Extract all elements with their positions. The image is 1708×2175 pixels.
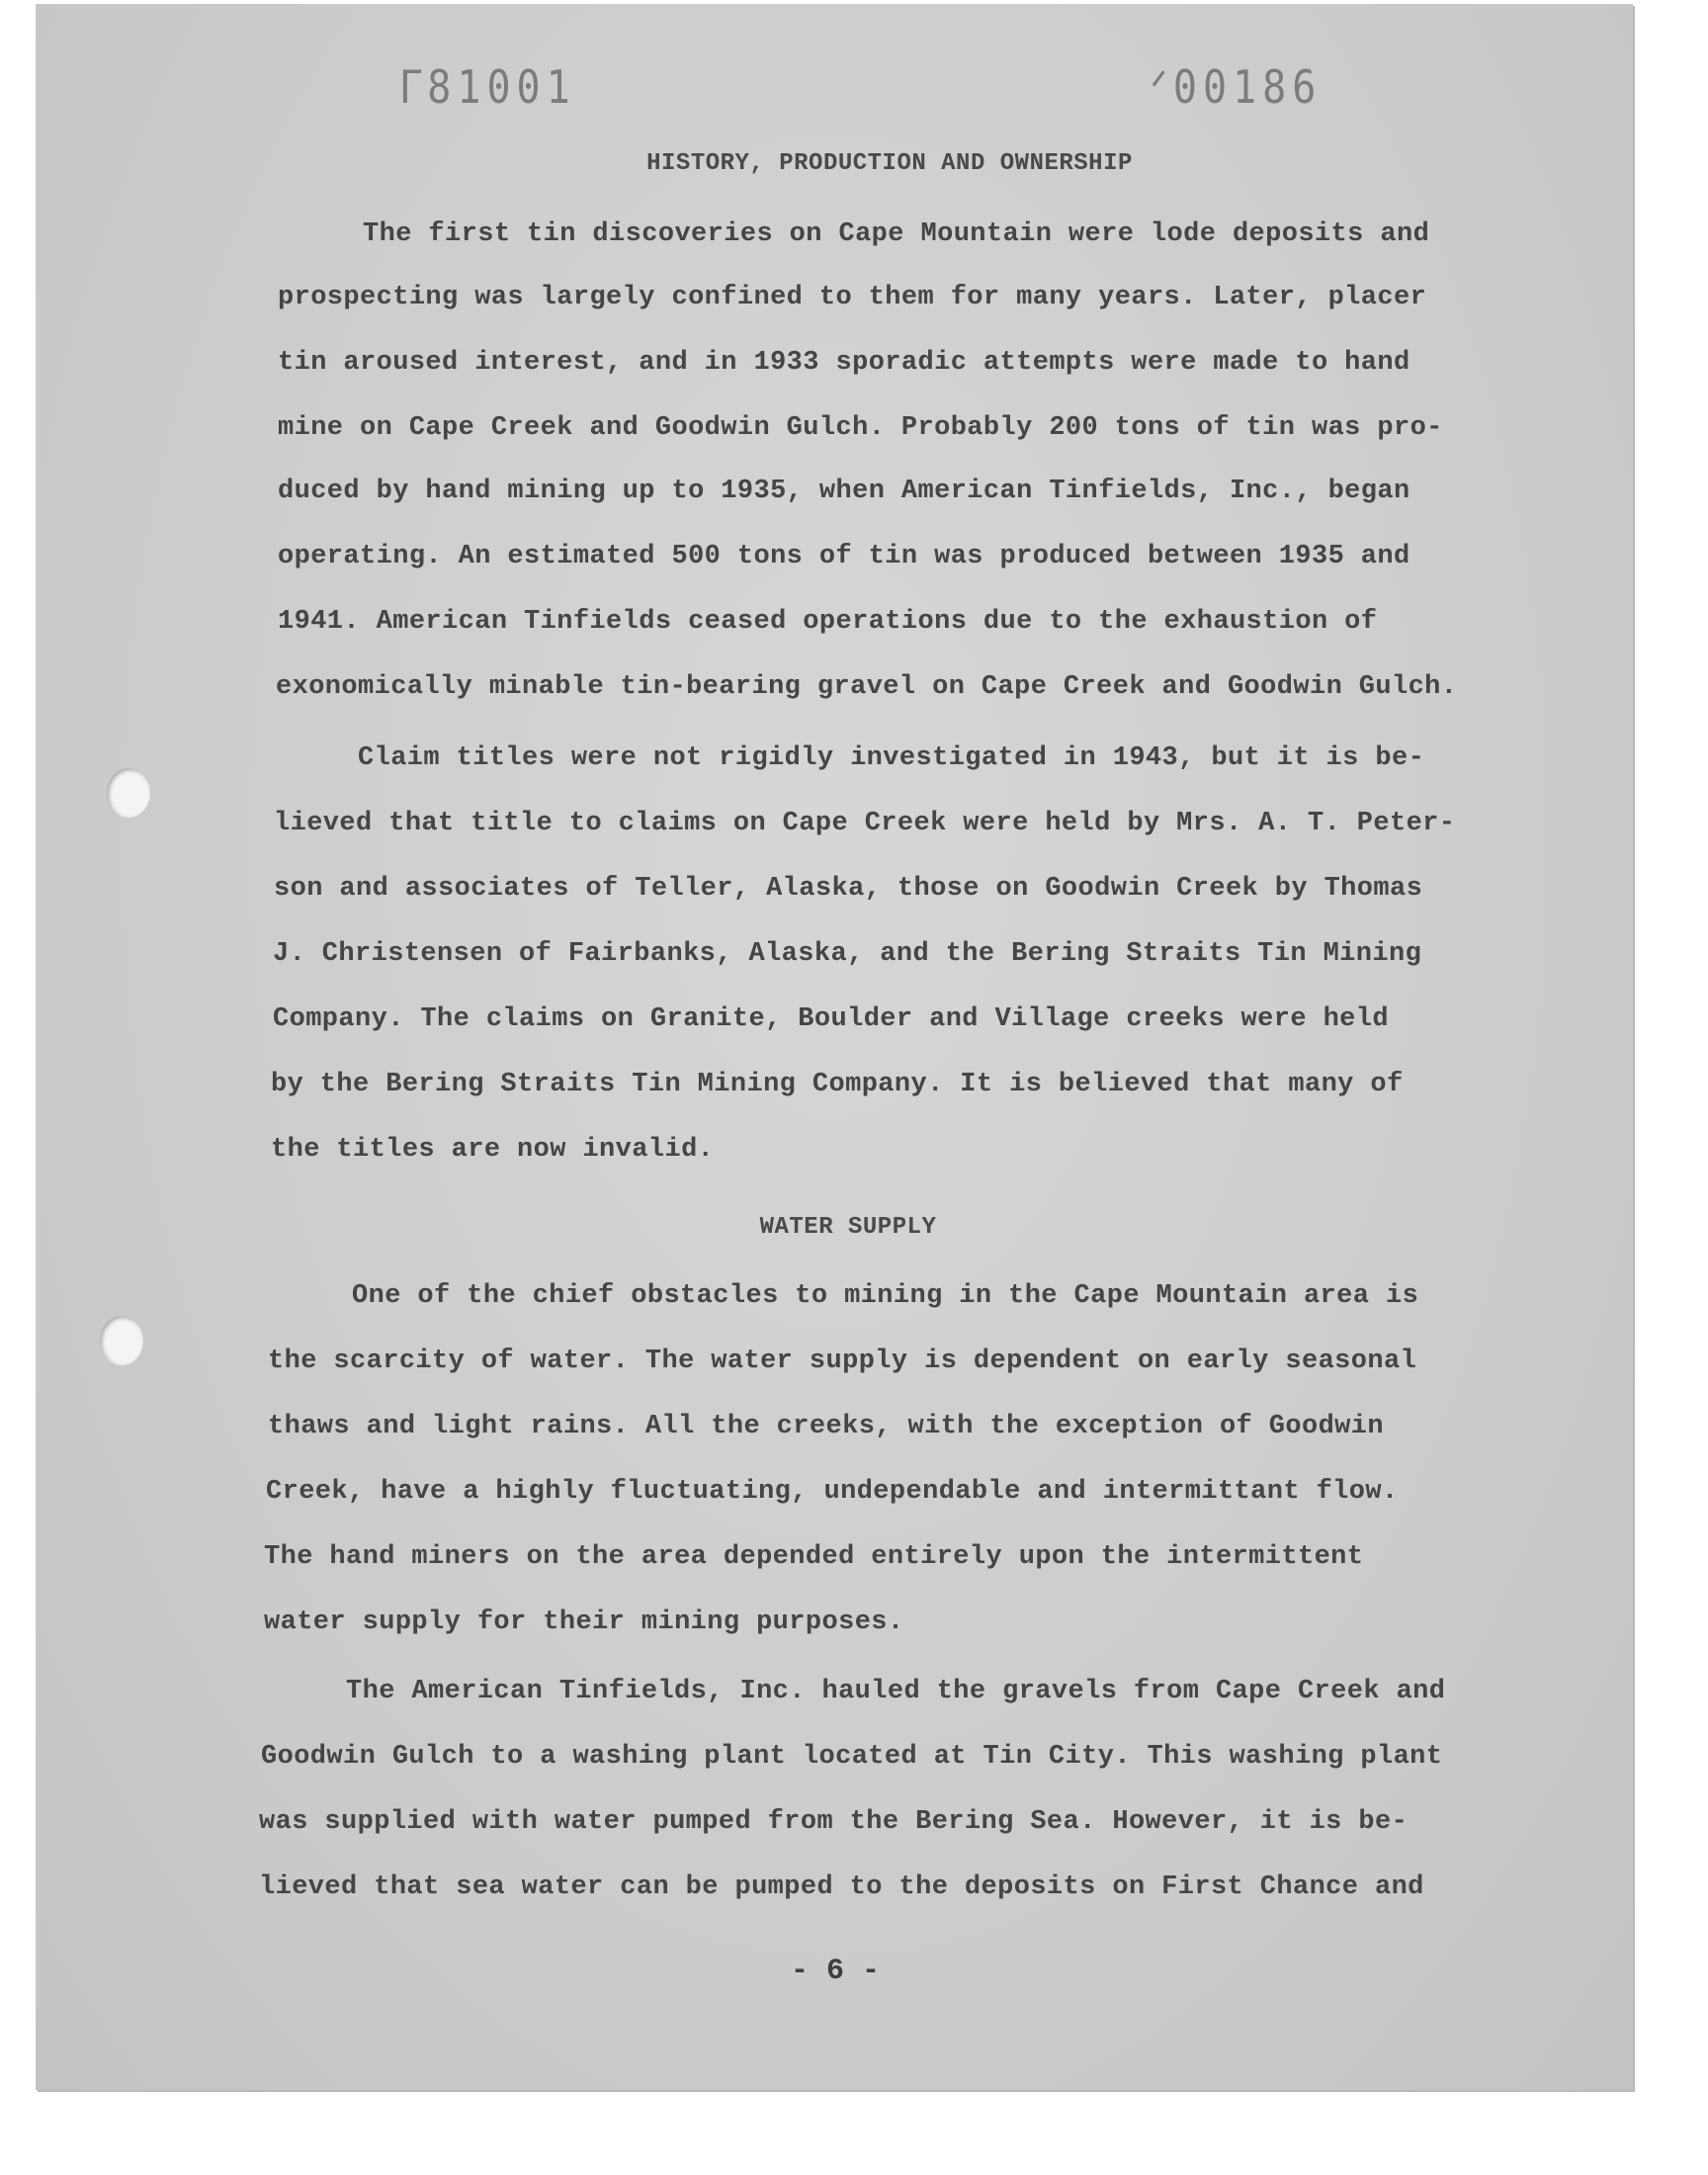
text-line: the scarcity of water. The water supply is dependent on early seasonal [268, 1347, 1417, 1376]
text-line: Company. The claims on Granite, Boulder and Village creeks were held [273, 1004, 1389, 1034]
text-line: The American Tinfields, Inc. hauled the gravels from Cape Creek and [346, 1677, 1446, 1706]
text-line: lieved that title to claims on Cape Creek were held by Mrs. A. T. Peter- [274, 809, 1456, 838]
text-line: prospecting was largely confined to them for many years. Later, placer [278, 283, 1427, 312]
text-line: duced by hand mining up to 1935, when American Tinfields, Inc., began [278, 477, 1410, 506]
archive-stamp-right: ᐟ00186 [1151, 61, 1323, 115]
text-line: J. Christensen of Fairbanks, Alaska, and the Bering Straits Tin Mining [273, 939, 1422, 969]
text-line: tin aroused interest, and in 1933 sporadic attempts were made to hand [278, 348, 1410, 378]
text-line: Claim titles were not rigidly investigated in 1943, but it is be- [358, 743, 1425, 773]
archive-stamp-left: ᒥ81001 [399, 61, 576, 115]
punch-hole [100, 1316, 143, 1365]
section-heading-water-supply: WATER SUPPLY [759, 1214, 937, 1241]
section-heading-history: HISTORY, PRODUCTION AND OWNERSHIP [646, 150, 1133, 177]
text-line: by the Bering Straits Tin Mining Company. It is believed that many of [271, 1070, 1404, 1099]
document-page [36, 4, 1633, 2090]
text-line: the titles are now invalid. [271, 1135, 715, 1165]
text-line: operating. An estimated 500 tons of tin was produced between 1935 and [278, 542, 1410, 571]
text-line: thaws and light rains. All the creeks, with the exception of Goodwin [268, 1412, 1384, 1441]
text-line: Goodwin Gulch to a washing plant located at Tin City. This washing plant [261, 1742, 1443, 1772]
text-line: One of the chief obstacles to mining in the Cape Mountain area is [352, 1281, 1419, 1311]
text-line: The first tin discoveries on Cape Mountain were lode deposits and [363, 219, 1430, 249]
text-line: The hand miners on the area depended entirely upon the intermittent [264, 1542, 1364, 1572]
punch-hole [107, 768, 150, 818]
text-line: was supplied with water pumped from the Bering Sea. However, it is be- [259, 1807, 1409, 1837]
text-line: 1941. American Tinfields ceased operations due to the exhaustion of [278, 607, 1378, 637]
text-line: water supply for their mining purposes. [264, 1608, 904, 1637]
text-line: exonomically minable tin-bearing gravel on Cape Creek and Goodwin Gulch. [276, 672, 1458, 702]
text-line: mine on Cape Creek and Goodwin Gulch. Probably 200 tons of tin was pro- [278, 413, 1443, 443]
text-line: Creek, have a highly fluctuating, undependable and intermittant flow. [266, 1477, 1399, 1507]
page-number: - 6 - [791, 1955, 881, 1988]
text-line: son and associates of Teller, Alaska, those on Goodwin Creek by Thomas [274, 874, 1423, 904]
text-line: lieved that sea water can be pumped to the deposits on First Chance and [259, 1872, 1424, 1902]
